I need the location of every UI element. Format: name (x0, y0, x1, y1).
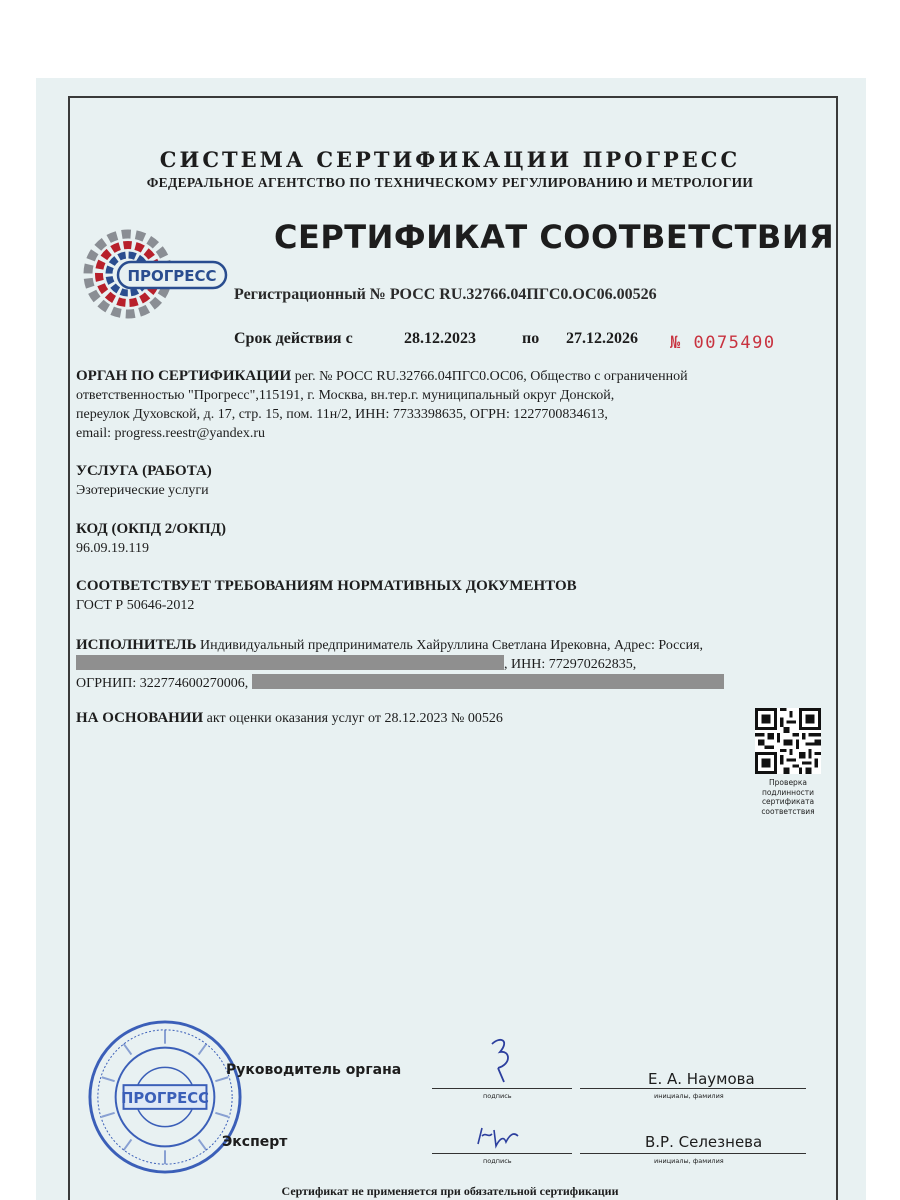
executor-heading: ИСПОЛНИТЕЛЬ (76, 637, 197, 653)
executor-ogrnip: ОГРНИП: 322774600270006, (76, 676, 249, 691)
certification-organ-section (76, 367, 816, 443)
head-sign-caption: подпись (483, 1092, 512, 1100)
service-section (76, 462, 816, 500)
code-value: 96.09.19.119 (76, 541, 149, 556)
code-heading: КОД (ОКПД 2/ОКПД) (76, 521, 226, 537)
redacted-details (252, 674, 724, 689)
organ-heading: ОРГАН ПО СЕРТИФИКАЦИИ (76, 368, 292, 384)
qr-caption: Проверка подлинности сертификата соответствия (761, 778, 815, 816)
service-value: Эзотерические услуги (76, 483, 209, 498)
certificate-title: СЕРТИФИКАТ СООТВЕТСТВИЯ (274, 218, 835, 256)
validity-to-date: 27.12.2026 (566, 330, 638, 347)
validity-to-label: по (522, 330, 540, 347)
head-name-line (580, 1088, 806, 1089)
footer-note: Сертификат не применяется при обязательной сертификации (281, 1184, 619, 1198)
validity-from-date: 28.12.2023 (404, 330, 476, 347)
expert-signature-icon (474, 1122, 522, 1152)
head-signature-line (432, 1088, 572, 1089)
head-signature-icon (486, 1034, 522, 1086)
organ-line-1: рег. № РОСС RU.32766.04ПГС0.ОС06, Общество с ограниченной (294, 369, 688, 384)
organ-line-2: ответственностью "Прогресс",115191, г. Москва, вн.тер.г. муниципальный округ Донской, (76, 388, 615, 403)
qr-code-icon[interactable] (755, 708, 821, 774)
expert-sign-caption: подпись (483, 1157, 512, 1165)
stamp-text: ПРОГРЕСС (121, 1089, 209, 1107)
redacted-address (76, 655, 504, 670)
logo-text: ПРОГРЕСС (127, 267, 217, 285)
head-name: Е. А. Наумова (648, 1070, 755, 1088)
head-initials-caption: инициалы, фамилия (654, 1092, 724, 1100)
executor-inn: , ИНН: 772970262835, (504, 657, 637, 672)
norms-value: ГОСТ Р 50646-2012 (76, 598, 195, 613)
expert-signature-line (432, 1153, 572, 1154)
validity-label: Срок действия с (234, 330, 353, 347)
executor-line-1: Индивидуальный предприниматель Хайруллина Светлана Ирековна, Адрес: Россия, (200, 638, 704, 653)
system-title: СИСТЕМА СЕРТИФИКАЦИИ ПРОГРЕСС (159, 147, 741, 172)
expert-name-line (580, 1153, 806, 1154)
expert-name: В.Р. Селезнева (645, 1133, 763, 1151)
basis-section (76, 709, 816, 728)
expert-initials-caption: инициалы, фамилия (654, 1157, 724, 1165)
organ-email: email: progress.reestr@yandex.ru (76, 426, 265, 441)
organ-line-3: переулок Духовской, д. 17, стр. 15, пом. 11н/2, ИНН: 7733398635, ОГРН: 1227700834613, (76, 407, 608, 422)
expert-label: Эксперт (222, 1134, 288, 1150)
norms-heading: СООТВЕТСТВУЕТ ТРЕБОВАНИЯМ НОРМАТИВНЫХ ДОКУМЕНТОВ (76, 578, 577, 594)
agency-name: ФЕДЕРАЛЬНОЕ АГЕНТСТВО ПО ТЕХНИЧЕСКОМУ РЕГУЛИРОВАНИЮ И МЕТРОЛОГИИ (146, 175, 754, 190)
registration-number: Регистрационный № РОСС RU.32766.04ПГС0.ОС06.00526 (234, 286, 657, 303)
head-of-organ-label: Руководитель органа (226, 1062, 402, 1078)
progress-logo-icon (78, 222, 228, 326)
service-heading: УСЛУГА (РАБОТА) (76, 463, 212, 479)
organization-stamp-icon (86, 1018, 244, 1176)
basis-value: акт оценки оказания услуг от 28.12.2023 № 00526 (206, 711, 503, 726)
code-section (76, 520, 816, 558)
basis-heading: НА ОСНОВАНИИ (76, 710, 204, 726)
executor-section (76, 636, 816, 693)
serial-number: № 0075490 (670, 333, 776, 353)
norms-section (76, 577, 816, 615)
